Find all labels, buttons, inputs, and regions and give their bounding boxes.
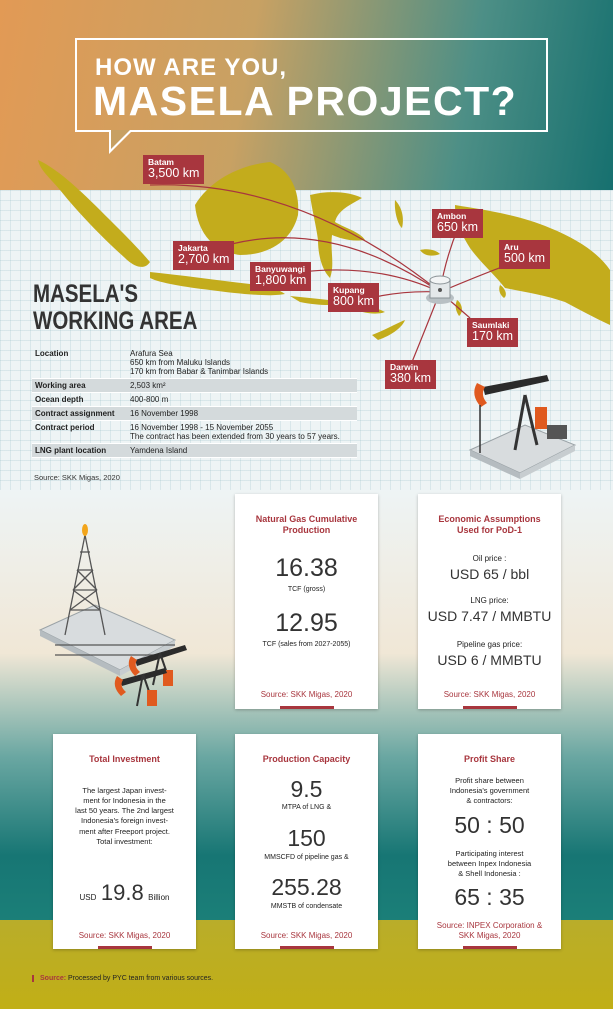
table-row: Contract period 16 November 1998 - 15 November 2055 The contract has been extended from 30 years to 57 years. [32, 421, 357, 444]
card-gas-production: Natural Gas Cumulative Production 16.38 TCF (gross) 12.95 TCF (sales from 2027-2055) Source: SKK Migas, 2020 [235, 494, 378, 709]
sulawesi-island [310, 192, 365, 278]
card-economic-assumptions: Economic Assumptions Used for PoD-1 Oil price : USD 65 / bbl LNG price: USD 7.47 / MMBTU Pipeline gas price: USD 6 / MMBTU Source: SKK Migas, 2020 [418, 494, 561, 709]
label-darwin: Darwin 380 km [385, 360, 436, 389]
working-area-source: Source: SKK Migas, 2020 [34, 473, 120, 482]
timor-island [372, 320, 405, 340]
table-row: Location Arafura Sea 650 km from Maluku Islands 170 km from Babar & Tanimbar Islands [32, 347, 357, 379]
table-row: LNG plant location Yamdena Island [32, 444, 357, 458]
table-row: Ocean depth 400-800 m [32, 393, 357, 407]
oil-rig-icon [35, 520, 205, 715]
title-line-2: MASELA PROJECT? [93, 78, 518, 124]
label-jakarta: Jakarta 2,700 km [173, 241, 234, 270]
label-kupang: Kupang 800 km [328, 283, 379, 312]
label-ambon: Ambon 650 km [432, 209, 483, 238]
card-production-capacity: Production Capacity 9.5 MTPA of LNG & 150 MMSCFD of pipeline gas & 255.28 MMSTB of condensate Source: SKK Migas, 2020 [235, 734, 378, 949]
label-batam: Batam 3,500 km [143, 155, 204, 184]
pumpjack-icon [465, 365, 580, 480]
sumatra-island [38, 160, 150, 267]
label-saumlaki: Saumlaki 170 km [467, 318, 518, 347]
maluku-islands [395, 200, 403, 228]
footer-source: Source: Processed by PYC team from various sources. [32, 975, 213, 982]
label-banyuwangi: Banyuwangi 1,800 km [250, 262, 311, 291]
table-row: Contract assignment 16 November 1998 [32, 407, 357, 421]
table-row: Working area 2,503 km² [32, 379, 357, 393]
investment-value: USD 19.8 Billion [79, 880, 170, 905]
card-profit-share: Profit Share Profit share between Indonesia's government & contractors: 50 : 50 Participating interest between Inpex Indonesia & Shell Indonesia : 65 : 35 Source: INPEX Corporation & SKK Migas, 2020 [418, 734, 561, 949]
working-area-table [32, 347, 357, 458]
card-total-investment: Total Investment The largest Japan invest- ment for Indonesia in the last 50 years. The 2nd largest Indonesia's foreign invest- ment after Freeport project. Total investment: USD 19.8 Billion Source: SKK Migas, 2020 [53, 734, 196, 949]
lng-facility-icon [426, 276, 454, 304]
working-area-title: MASELA'S WORKING AREA [33, 280, 198, 335]
title-line-1: HOW ARE YOU, [95, 54, 288, 81]
label-aru: Aru 500 km [499, 240, 550, 269]
